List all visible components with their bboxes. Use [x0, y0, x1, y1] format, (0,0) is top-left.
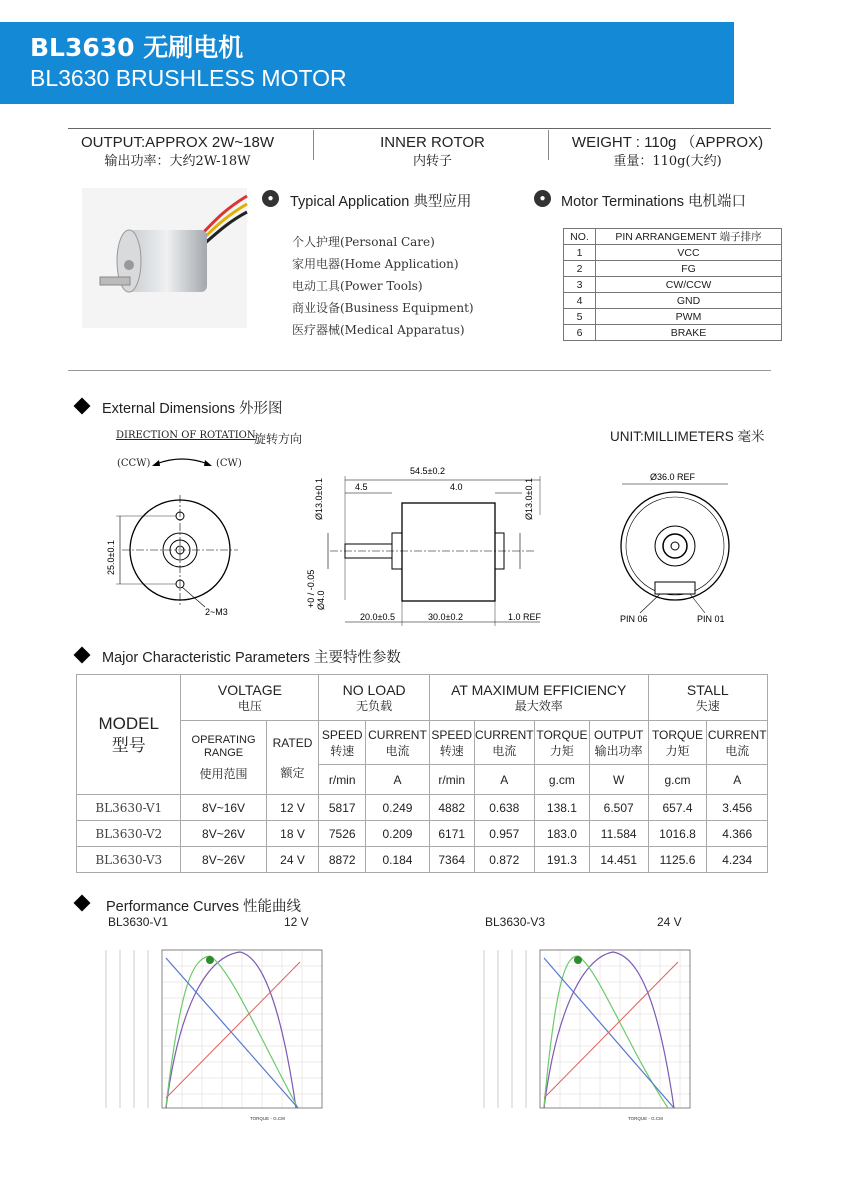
cell: 183.0	[535, 821, 590, 847]
table-row	[77, 821, 768, 847]
app-bullet-icon: ●	[262, 190, 279, 207]
pin06-label: PIN 06	[620, 614, 648, 624]
cell: 0.957	[474, 821, 535, 847]
cw-label: (CW)	[216, 458, 242, 469]
cell: BL3630-V2	[77, 821, 181, 847]
speed-header	[429, 721, 474, 765]
th-pin: PIN ARRANGEMENT 端子排序	[596, 229, 782, 245]
model-cn: 型号	[111, 735, 146, 755]
output-en: OUTPUT:APPROX 2W~18W	[81, 134, 274, 151]
unit-cell: A	[474, 765, 535, 795]
current-cn: 电流	[385, 743, 410, 758]
pin01-label: PIN 01	[697, 614, 725, 624]
current-header	[366, 721, 430, 765]
cell: 0.638	[474, 795, 535, 821]
spec-rotor	[320, 133, 545, 171]
cell: 4.234	[707, 847, 768, 873]
a-label: 4.5	[355, 482, 368, 492]
front-holes-label: 2~M3	[205, 607, 228, 617]
d2-label: Ø13.0±0.1	[524, 478, 534, 520]
front-dia-label: 25.0±0.1	[106, 540, 116, 575]
cell: PWM	[596, 309, 782, 325]
cell: 0.184	[366, 847, 430, 873]
cell: 6.507	[589, 795, 648, 821]
cell: 24 V	[266, 847, 319, 873]
unit-cell: W	[589, 765, 648, 795]
spec-output	[60, 133, 295, 171]
pin-table	[563, 228, 782, 341]
back-dia-label: Ø36.0 REF	[650, 472, 696, 482]
torque-cn: 力矩	[665, 743, 690, 758]
cell: 5817	[319, 795, 366, 821]
curve2-chart	[478, 938, 713, 1123]
header-banner	[0, 22, 734, 104]
weight-cn: 重量：110g(大约)	[613, 154, 722, 169]
l2-label: 30.0±0.2	[428, 612, 463, 622]
current-header	[474, 721, 535, 765]
rotation-label: DIRECTION OF ROTATION	[116, 430, 256, 441]
diamond-icon	[74, 398, 91, 415]
table-row	[564, 277, 782, 293]
current-cn: 电流	[725, 743, 750, 758]
parameters-title: Major Characteristic Parameters 主要特性参数	[102, 650, 401, 666]
unit-cell: g.cm	[648, 765, 707, 795]
ccw-label: (CCW)	[117, 458, 151, 469]
cell: 8V~26V	[181, 847, 266, 873]
cell: 3	[564, 277, 596, 293]
unit-cell: A	[366, 765, 430, 795]
model-header	[77, 675, 181, 795]
cell: 191.3	[535, 847, 590, 873]
cell: 2	[564, 261, 596, 277]
cell: 657.4	[648, 795, 707, 821]
len-label: 54.5±0.2	[410, 466, 445, 476]
voltage-header	[181, 675, 319, 721]
diamond-icon	[74, 647, 91, 664]
cell: 5	[564, 309, 596, 325]
cell: 4882	[429, 795, 474, 821]
divider	[313, 130, 314, 160]
cell: GND	[596, 293, 782, 309]
divider	[548, 130, 549, 160]
speed-cn: 转速	[439, 743, 464, 758]
torque-en: TORQUE	[651, 727, 704, 742]
cell: 0.209	[366, 821, 430, 847]
maxeff-cn: 最大效率	[514, 698, 563, 713]
list-item: 商业设备(Business Equipment)	[292, 301, 474, 315]
l3-label: 1.0 REF	[508, 612, 542, 622]
maxeff-en: AT MAXIMUM EFFICIENCY	[451, 681, 627, 698]
torque-en: TORQUE	[536, 727, 588, 742]
dimensions-title: External Dimensions 外形图	[102, 401, 283, 417]
title-cn: BL3630 无刷电机	[30, 33, 244, 62]
diamond-icon	[74, 895, 91, 912]
cell: 0.249	[366, 795, 430, 821]
rated-cn: 额定	[280, 765, 305, 780]
application-title: Typical Application 典型应用	[290, 194, 472, 210]
cell: FG	[596, 261, 782, 277]
table-row	[564, 325, 782, 341]
cell: 7526	[319, 821, 366, 847]
unit-cell: g.cm	[535, 765, 590, 795]
current-en: CURRENT	[707, 727, 767, 742]
cell: 3.456	[707, 795, 768, 821]
noload-header	[319, 675, 430, 721]
speed-header	[319, 721, 366, 765]
cell: 1	[564, 245, 596, 261]
terminations-title: Motor Terminations 电机端口	[561, 194, 747, 210]
cell: BL3630-V1	[77, 795, 181, 821]
th-no: NO.	[564, 229, 596, 245]
front-view-drawing	[100, 485, 250, 625]
cell: 1016.8	[648, 821, 707, 847]
cell: BL3630-V3	[77, 847, 181, 873]
cell: 1125.6	[648, 847, 707, 873]
back-view-drawing	[600, 468, 750, 628]
cell: 8V~16V	[181, 795, 266, 821]
cell: 14.451	[589, 847, 648, 873]
unit-cell: A	[707, 765, 768, 795]
shaft-label: Ø4.0	[316, 590, 326, 610]
noload-en: NO LOAD	[342, 681, 406, 698]
oprange-en: OPERATING RANGE	[191, 733, 256, 759]
curves-title: Performance Curves 性能曲线	[106, 899, 301, 915]
title-en: BL3630 BRUSHLESS MOTOR	[30, 65, 347, 91]
rated-header	[266, 721, 319, 795]
curve1-model: BL3630-V1	[108, 915, 169, 929]
unit-cell: r/min	[319, 765, 366, 795]
list-item: 电动工具(Power Tools)	[292, 279, 423, 293]
side-view-drawing	[306, 460, 550, 630]
shaft-tol-label: +0 / -0.05	[306, 569, 316, 608]
speed-cn: 转速	[330, 743, 355, 758]
curve2-xlabel: TORQUE - G.CM	[628, 1116, 663, 1121]
unit-cell: r/min	[429, 765, 474, 795]
stall-header	[648, 675, 767, 721]
rotation-cn: 旋转方向	[254, 432, 303, 446]
curve1-xlabel: TORQUE - G.CM	[250, 1116, 285, 1121]
cell: 18 V	[266, 821, 319, 847]
list-item: 家用电器(Home Application)	[292, 257, 459, 271]
table-row	[564, 293, 782, 309]
cell: CW/CCW	[596, 277, 782, 293]
curve1-chart	[100, 938, 335, 1123]
d1-label: Ø13.0±0.1	[314, 478, 324, 520]
voltage-en: VOLTAGE	[217, 681, 282, 698]
unit-label: UNIT:MILLIMETERS 毫米	[610, 429, 765, 444]
cell: 8V~26V	[181, 821, 266, 847]
output-cn: 输出功率	[594, 743, 643, 758]
oprange-header	[181, 721, 266, 795]
cell: BRAKE	[596, 325, 782, 341]
b-label: 4.0	[450, 482, 463, 492]
rotor-cn: 内转子	[412, 154, 452, 169]
stall-en: STALL	[686, 681, 729, 698]
stall-cn: 失速	[695, 698, 720, 713]
voltage-cn: 电压	[237, 698, 262, 713]
torque-cn: 力矩	[549, 743, 574, 758]
torque-header	[535, 721, 590, 765]
cell: 4.366	[707, 821, 768, 847]
oprange-cn: 使用范围	[199, 766, 248, 781]
output-en: OUTPUT	[594, 727, 644, 742]
curve2-model: BL3630-V3	[485, 915, 546, 929]
model-en: MODEL	[98, 713, 159, 733]
speed-en: SPEED	[321, 727, 363, 742]
list-item: 个人护理(Personal Care)	[292, 235, 435, 249]
cell: 6	[564, 325, 596, 341]
cell: 138.1	[535, 795, 590, 821]
cell: 11.584	[589, 821, 648, 847]
cell: 6171	[429, 821, 474, 847]
output-header	[589, 721, 648, 765]
cell: 8872	[319, 847, 366, 873]
rated-en: RATED	[272, 735, 313, 750]
table-row	[77, 847, 768, 873]
rotation-arrow-icon	[150, 454, 215, 470]
speed-en: SPEED	[431, 727, 473, 742]
current-en: CURRENT	[474, 727, 534, 742]
cell: 12 V	[266, 795, 319, 821]
current-cn: 电流	[492, 743, 517, 758]
curve1-volt: 12 V	[284, 915, 309, 929]
l1-label: 20.0±0.5	[360, 612, 395, 622]
table-row	[564, 245, 782, 261]
spec-top-rule	[68, 128, 771, 129]
cell: 0.872	[474, 847, 535, 873]
cell: 7364	[429, 847, 474, 873]
motor-photo	[82, 188, 247, 328]
curve2-volt: 24 V	[657, 915, 682, 929]
maxeff-header	[429, 675, 648, 721]
current-header	[707, 721, 768, 765]
weight-en: WEIGHT : 110g （APPROX)	[571, 134, 764, 151]
table-row	[564, 309, 782, 325]
torque-header	[648, 721, 707, 765]
list-item: 医疗器械(Medical Apparatus)	[292, 323, 465, 337]
parameters-table	[76, 674, 768, 873]
cell: VCC	[596, 245, 782, 261]
application-list	[292, 231, 474, 341]
term-bullet-icon: ●	[534, 190, 551, 207]
section-rule	[68, 370, 771, 371]
rotor-en: INNER ROTOR	[380, 134, 485, 151]
noload-cn: 无负载	[356, 698, 393, 713]
cell: 4	[564, 293, 596, 309]
current-en: CURRENT	[368, 727, 427, 742]
spec-weight	[555, 133, 780, 171]
table-row	[77, 795, 768, 821]
output-cn: 输出功率：大约2W-18W	[104, 154, 251, 169]
table-row	[564, 261, 782, 277]
